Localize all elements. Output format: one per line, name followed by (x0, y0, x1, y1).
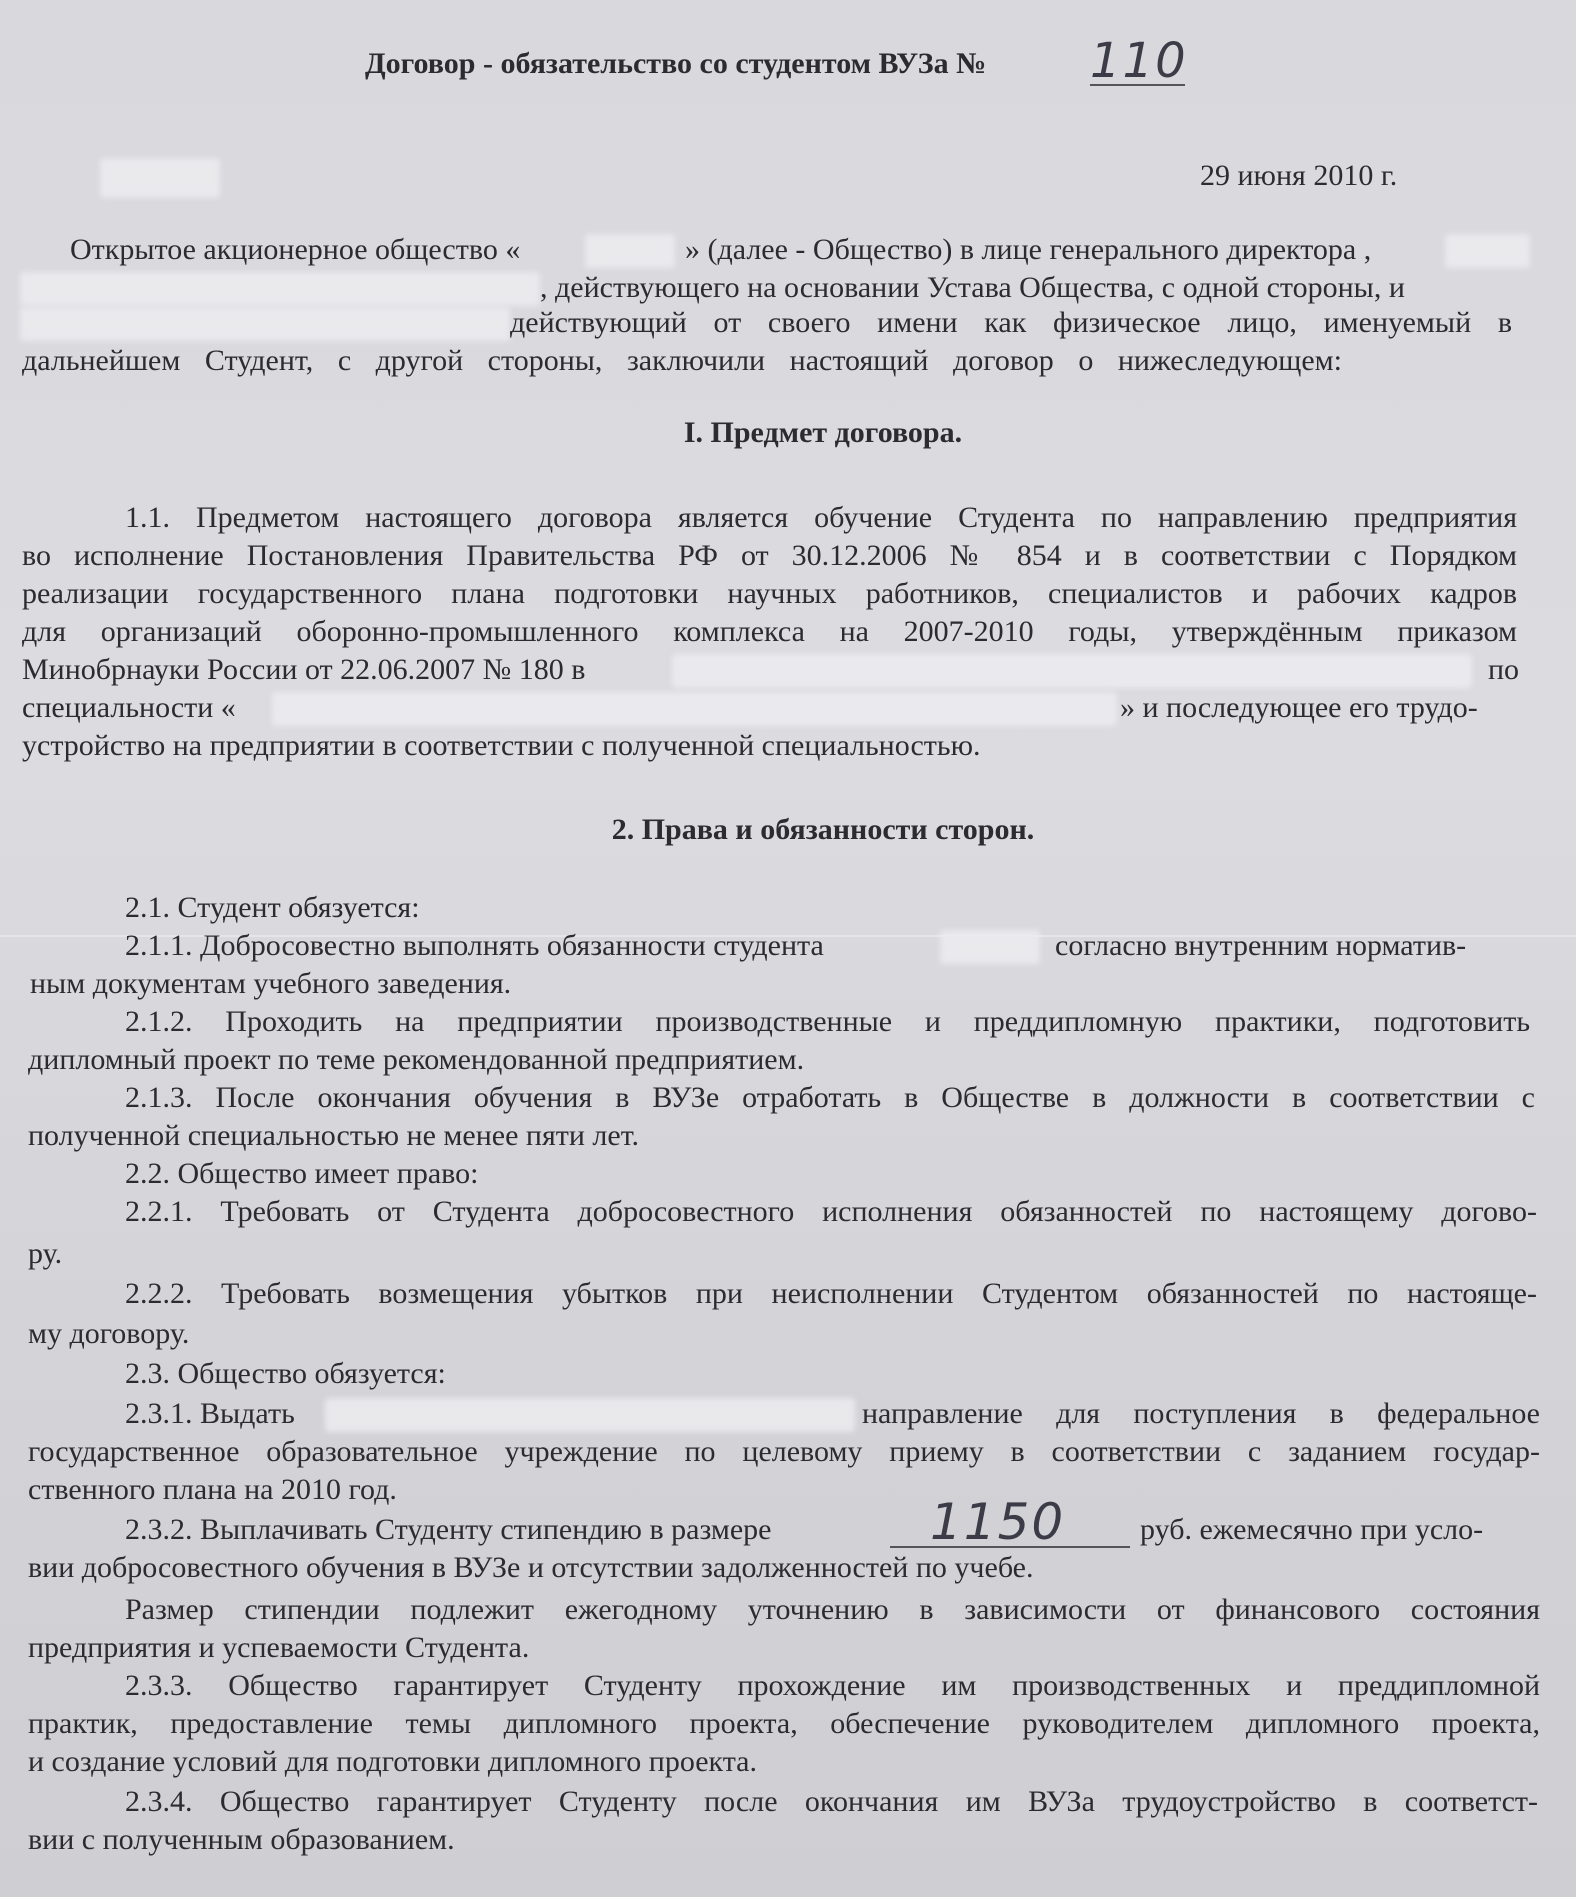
s1-line-2: во исполнение Постановления Правительства РФ от 30.12.2006 № 854 и в соответствии с Порядком (22, 539, 1517, 572)
stipend-amount: 1150 (930, 1493, 1066, 1551)
p-2-3: 2.3. Общество обязуется: (125, 1357, 446, 1390)
p-2-2-2a: 2.2.2. Требовать возмещения убытков при неисполнении Студентом обязанностей по настояще- (125, 1277, 1537, 1310)
contract-number: 110 (1090, 33, 1188, 89)
s1-line-5b: по (1488, 653, 1520, 686)
section-2-heading: 2. Права и обязанности сторон. (611, 813, 1035, 846)
p-2-2-1b: ру. (28, 1237, 63, 1270)
p-2-3-1a: 2.3.1. Выдать (125, 1397, 295, 1430)
intro-line-3: действующий от своего имени как физическое лицо, именуемый в (510, 306, 1512, 339)
p-2-3-1b: направление для поступления в федеральное (862, 1397, 1540, 1430)
p-2-3-4b: вии с полученным образованием. (28, 1823, 455, 1856)
intro-line-4: дальнейшем Студент, с другой стороны, заключили настоящий договор о нижеследующем: (22, 344, 1342, 377)
redacted-university-short (940, 930, 1040, 964)
p-2-1-2a: 2.1.2. Проходить на предприятии производственные и преддипломную практики, подготовить (125, 1005, 1530, 1038)
p-2-1-1a: 2.1.1. Добросовестно выполнять обязанности студента (125, 929, 824, 962)
intro-line-2: , действующего на основании Устава Общества, с одной стороны, и (540, 271, 1405, 304)
p-2-3-2d: Размер стипендии подлежит ежегодному уточнению в зависимости от финансового состояния (125, 1593, 1540, 1626)
redacted-recipient (325, 1398, 855, 1432)
p-2-3-2b: руб. ежемесячно при усло- (1140, 1513, 1484, 1546)
p-2-1-3b: полученной специальностью не менее пяти лет. (28, 1119, 640, 1152)
intro-line-1a: Открытое акционерное общество « (70, 233, 521, 266)
title-text: Договор - обязательство со студентом ВУЗа № (365, 47, 987, 80)
p-2-3-1c: государственное образовательное учреждение по целевому приему в соответствии с заданием государ- (28, 1435, 1540, 1468)
p-2-3-2e: предприятия и успеваемости Студента. (28, 1631, 530, 1664)
p-2-2-1a: 2.2.1. Требовать от Студента добросовестного исполнения обязанностей по настоящему догово- (125, 1195, 1537, 1228)
redacted-student-name (20, 307, 510, 341)
p-2-3-2c: вии добросовестного обучения в ВУЗе и отсутствии задолженностей по учебе. (28, 1551, 1034, 1584)
s1-line-3: реализации государственного плана подготовки научных работников, специалистов и рабочих кадров (22, 577, 1517, 610)
p-2-3-4a: 2.3.4. Общество гарантирует Студенту после окончания им ВУЗа трудоустройство в соответст- (125, 1785, 1538, 1818)
p-2-3-3c: и создание условий для подготовки дипломного проекта. (28, 1745, 757, 1778)
redacted-company-name (585, 234, 675, 268)
p-2-2-2b: му договору. (28, 1317, 190, 1350)
redacted-area (100, 158, 220, 198)
s1-line-5a: Минобрнауки России от 22.06.2007 № 180 в (22, 653, 586, 686)
p-2-1: 2.1. Студент обязуется: (125, 891, 420, 924)
intro-line-1b: » (далее - Общество) в лице генерального директора , (685, 233, 1372, 266)
p-2-1-1b: согласно внутренним норматив- (1055, 929, 1467, 962)
p-2-3-3a: 2.3.3. Общество гарантирует Студенту прохождение им производственных и преддипломной (125, 1669, 1540, 1702)
stipend-underline (890, 1546, 1130, 1548)
p-2-3-2a: 2.3.2. Выплачивать Студенту стипендию в размере (125, 1513, 772, 1546)
contract-date: 29 июня 2010 г. (1200, 159, 1398, 192)
p-2-1-1c: ным документам учебного заведения. (30, 967, 512, 1000)
contract-number-underline (1090, 84, 1185, 86)
p-2-3-3b: практик, предоставление темы дипломного проекта, обеспечение руководителем дипломного проекта, (28, 1707, 1540, 1740)
p-2-3-1d: ственного плана на 2010 год. (28, 1473, 397, 1506)
s1-line-6b: » и последующее его трудо- (1120, 691, 1478, 724)
s1-line-4: для организаций оборонно-промышленного комплекса на 2007-2010 годы, утверждённым приказом (22, 615, 1517, 648)
s1-line-1: 1.1. Предметом настоящего договора является обучение Студента по направлению предприятия (125, 501, 1517, 534)
section-1-heading: I. Предмет договора. (683, 416, 963, 449)
s1-line-6a: специальности « (22, 691, 236, 724)
redacted-university (672, 654, 1472, 688)
document-title (365, 46, 986, 82)
p-2-1-2b: дипломный проект по теме рекомендованной предприятием. (28, 1043, 805, 1076)
redacted-director (1445, 234, 1530, 268)
p-2-2: 2.2. Общество имеет право: (125, 1157, 479, 1190)
s1-line-7: устройство на предприятии в соответствии с полученной специальностью. (22, 729, 981, 762)
redacted-director-name (20, 272, 540, 306)
p-2-1-3a: 2.1.3. После окончания обучения в ВУЗе отработать в Обществе в должности в соответствии с (125, 1081, 1535, 1114)
redacted-specialty (272, 692, 1117, 726)
